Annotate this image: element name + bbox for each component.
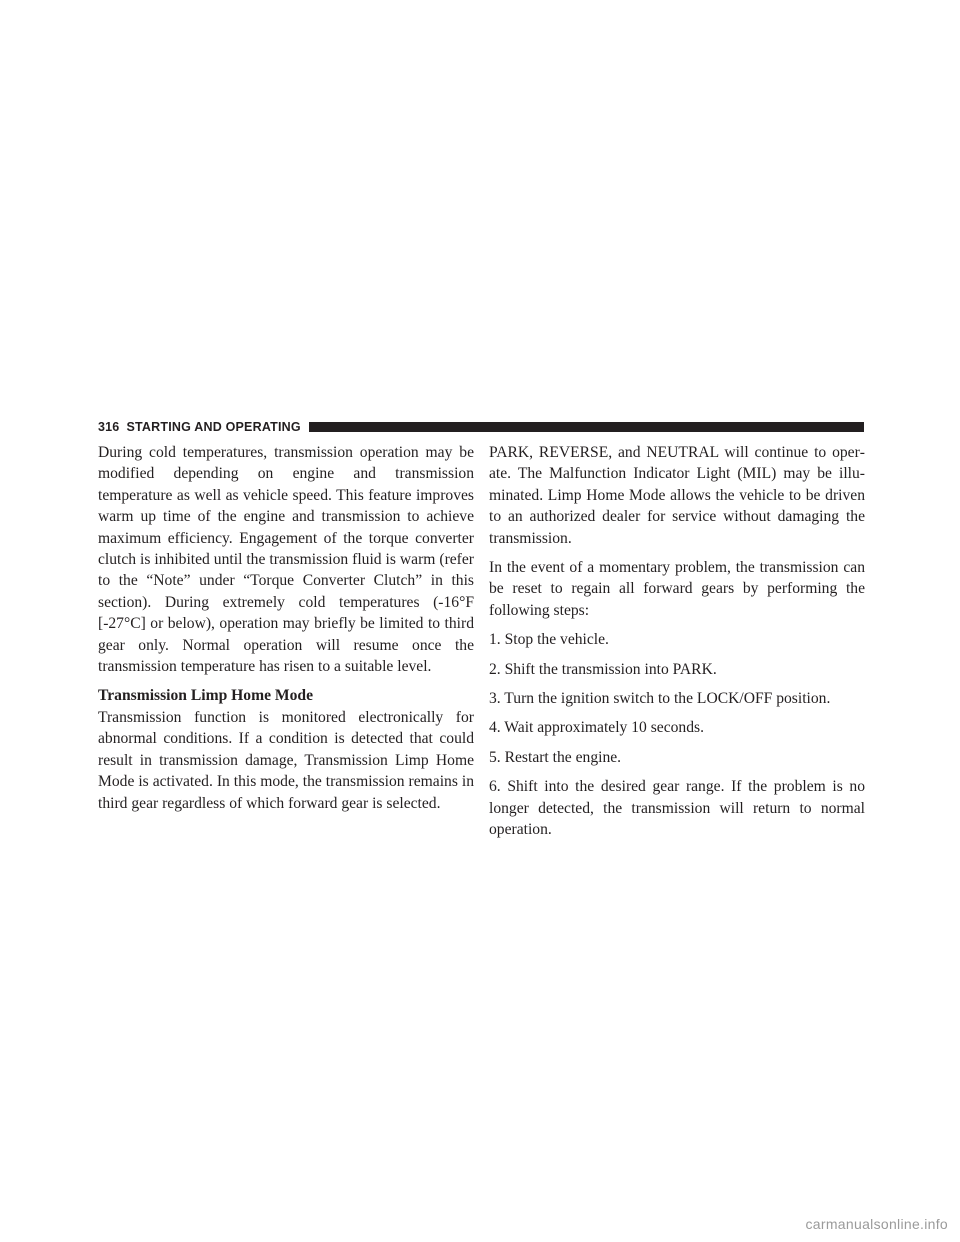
page-number: 316	[98, 420, 120, 434]
right-column	[489, 442, 865, 849]
page-header	[98, 419, 864, 435]
reset-intro-paragraph: In the event of a momentary problem, the transmission can be reset to regain all forward gears by performing the following steps:	[489, 559, 865, 619]
limp-home-continued-paragraph: PARK, REVERSE, and NEUTRAL will continue to operate. The Malfunction Indicator Light (MIL) may be illuminated. Limp Home Mode allows the vehicle to be driven to an authorized dealer for service without damaging the transmission.	[489, 444, 865, 547]
step-item: 1. Stop the vehicle.	[489, 631, 609, 649]
watermark: carmanualsonline.info	[805, 1216, 948, 1232]
limp-home-heading: Transmission Limp Home Mode	[98, 687, 313, 705]
step-item: 2. Shift the transmission into PARK.	[489, 660, 717, 678]
limp-home-paragraph: Transmission function is monitored electronically for abnormal conditions. If a condition is detected that could result in transmission damage, Transmission Limp Home Mode is activated. In this mode, the transmission remains in third gear regardless of which forward gear is selected.	[98, 708, 474, 812]
left-column	[98, 442, 474, 822]
step-item: 4. Wait approximately 10 seconds.	[489, 719, 704, 737]
step-item: 3. Turn the ignition switch to the LOCK/OFF position.	[489, 690, 831, 708]
step-item: 6. Shift into the desired gear range. If the problem is no longer detected, the transmission will return to normal operation.	[489, 778, 865, 839]
section-title: STARTING AND OPERATING	[126, 420, 301, 434]
cold-temperature-paragraph: During cold temperatures, transmission operation may be modified depending on engine and transmission temperature as well as vehicle speed. This feature improves warm up time of the engine and transmission to achieve maximum efficiency. Engagement of the torque converter clutch is inhibited until the transmission fluid is warm (refer to the “Note” under “Torque Converter Clutch” in this section). During extremely cold temperatures (-16°F [-27°C] or below), operation may briefly be limited to third gear only. Normal operation will resume once the transmission temperature has risen to a suitable level.	[98, 444, 474, 676]
step-item: 5. Restart the engine.	[489, 748, 622, 766]
header-rule	[309, 422, 864, 432]
